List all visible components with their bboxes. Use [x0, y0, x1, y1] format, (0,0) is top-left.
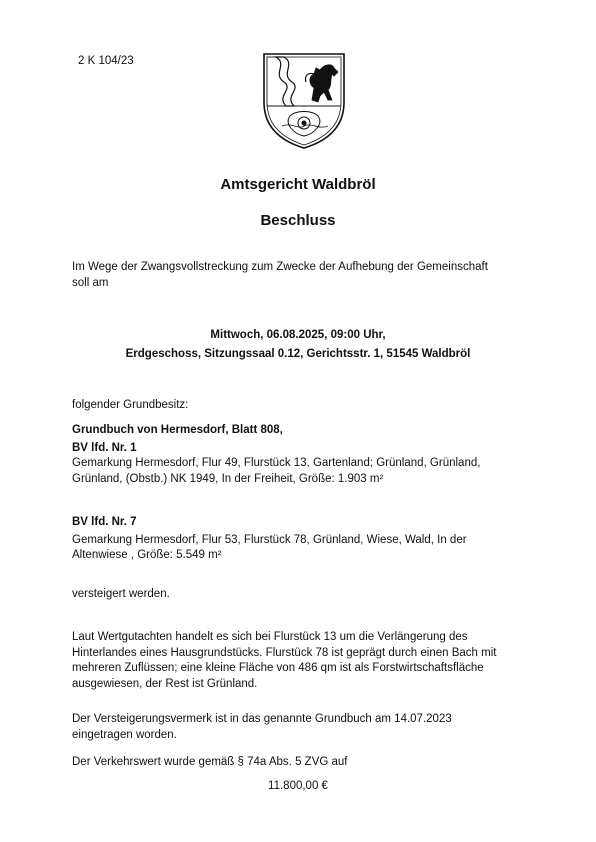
registration-paragraph — [72, 712, 532, 743]
market-value-text: Der Verkehrswert wurde gemäß § 74a Abs. 5 ZVG auf — [72, 756, 348, 768]
item-line: Altenwiese , Größe: 5.549 m² — [72, 549, 222, 561]
coat-of-arms-icon — [262, 50, 346, 150]
property-label: folgender Grundbesitz: — [72, 399, 189, 411]
intro-line: soll am — [72, 277, 109, 289]
appraisal-line: mehreren Zuflüssen; eine kleine Fläche von 486 qm ist als Forstwirtschaftsfläche — [72, 662, 484, 674]
item-line: Gemarkung Hermesdorf, Flur 53, Flurstück 78, Grünland, Wiese, Wald, In der — [72, 533, 467, 546]
registration-line: Der Versteigerungsvermerk ist in das genannte Grundbuch am 14.07.2023 — [72, 713, 452, 725]
item-line: Grünland, (Obstb.) NK 1949, In der Freiheit, Größe: 1.903 m² — [72, 472, 384, 485]
intro-line: Im Wege der Zwangsvollstreckung zum Zwecke der Aufhebung der Gemeinschaft — [72, 261, 488, 273]
registration-line: eingetragen worden. — [72, 728, 177, 741]
item-line: Gemarkung Hermesdorf, Flur 49, Flurstück 13, Gartenland; Grünland, Grünland, — [72, 457, 481, 469]
appraisal-line: ausgewiesen, der Rest ist Grünland. — [72, 677, 258, 690]
document-type: Beschluss — [260, 212, 336, 229]
item-heading: BV lfd. Nr. 1 — [72, 441, 137, 454]
appointment-datetime: Mittwoch, 06.08.2025, 09:00 Uhr, — [210, 329, 386, 341]
appraisal-line: Hinterlandes eines Hausgrundstücks. Flurstück 78 ist geprägt durch einen Bach mit — [72, 646, 497, 659]
property-item-1 — [72, 423, 532, 487]
court-name: Amtsgericht Waldbröl — [220, 176, 376, 193]
property-item-7 — [72, 515, 532, 564]
land-register: Grundbuch von Hermesdorf, Blatt 808, — [72, 424, 283, 436]
intro-paragraph — [72, 259, 532, 291]
item-heading: BV lfd. Nr. 7 — [72, 516, 137, 528]
appraisal-paragraph — [72, 630, 532, 692]
appointment-block — [0, 326, 596, 364]
auction-text: versteigert werden. — [72, 588, 170, 600]
case-number: 2 K 104/23 — [78, 55, 134, 67]
market-value: 11.800,00 € — [268, 780, 328, 792]
appraisal-line: Laut Wertgutachten handelt es sich bei Flurstück 13 um die Verlängerung des — [72, 631, 468, 643]
appointment-location: Erdgeschoss, Sitzungssaal 0.12, Gerichtsstr. 1, 51545 Waldbröl — [125, 348, 471, 360]
